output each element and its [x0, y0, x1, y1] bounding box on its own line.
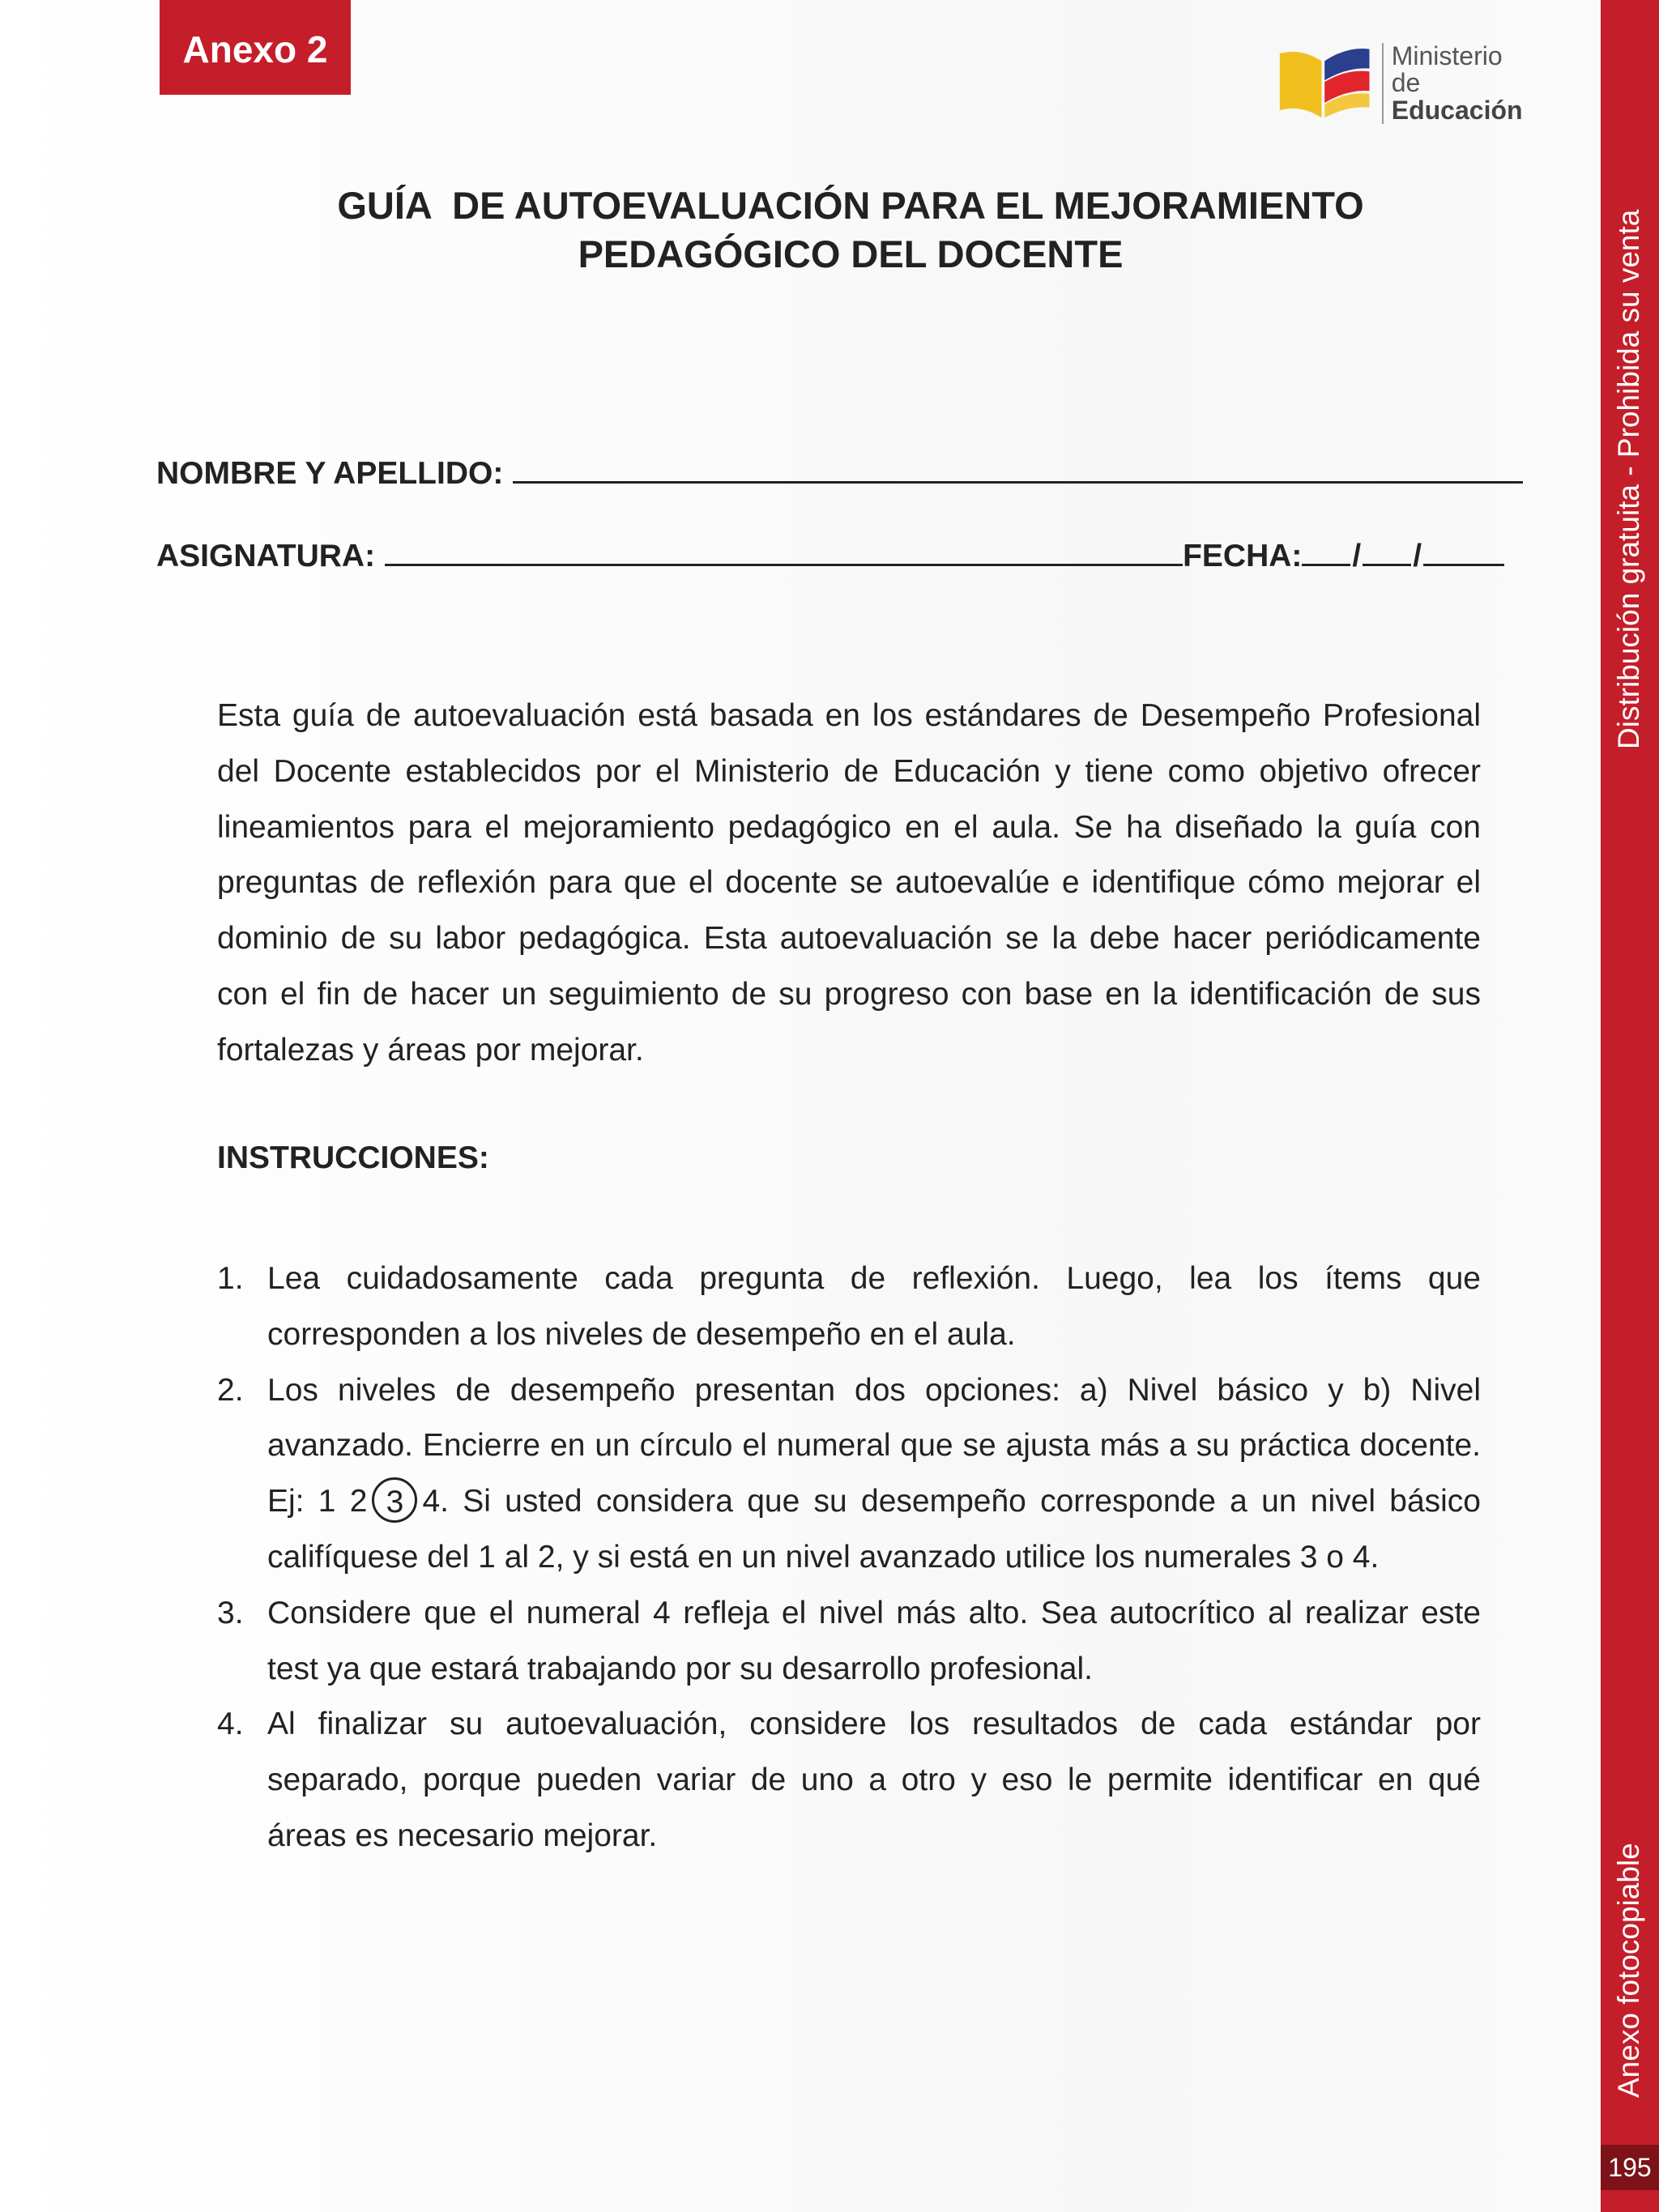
logo-de: de	[1391, 68, 1421, 98]
date-month-blank[interactable]	[1363, 535, 1411, 566]
logo-de-educacion	[1392, 70, 1546, 124]
instruction-text-before: Los niveles de desempeño presentan dos opciones: a) Nivel básico y b) Nivel avanzado. Encierre en un círculo el numeral que se ajusta más a su práctica docente. Ej: 1 2	[267, 1372, 1481, 1519]
page-title	[243, 181, 1458, 279]
instruction-number: 1.	[217, 1261, 244, 1296]
instruction-number: 4.	[217, 1707, 244, 1742]
name-label: NOMBRE Y APELLIDO:	[156, 456, 504, 491]
instruction-text-after: 4. Si usted considera que su desempeño corresponde a un nivel básico califíquese del 1 al 2, y si está en un nivel avanzado utilice los numerales 3 o 4.	[267, 1484, 1481, 1575]
instruction-number: 2.	[217, 1372, 244, 1408]
page-number: 195	[1601, 2145, 1659, 2190]
name-blank-line[interactable]	[513, 452, 1523, 484]
subject-field-row	[156, 535, 1529, 574]
instruction-item	[217, 1697, 1481, 1864]
logo-divider	[1382, 43, 1384, 124]
logo-text	[1391, 40, 1546, 125]
instructions-list	[217, 1251, 1481, 1865]
intro-paragraph: Esta guía de autoevaluación está basada en los estándares de Desempeño Profesional del Docente establecidos por el Ministerio de Educación y tiene como objetivo ofrecer lineamientos para el mejoramiento pedagógico en el aula. Se ha diseñado la guía con preguntas de reflexión para que el docente se autoevalúe e identifique cómo mejorar el dominio de su labor pedagógica. Esta autoevaluación se la debe hacer periódicamente con el fin de hacer un seguimiento de su progreso con base en la identificación de sus fortalezas y áreas por mejorar.	[217, 698, 1481, 1068]
title-line-2: PEDAGÓGICO DEL DOCENTE	[578, 232, 1124, 275]
logo-ministerio: Ministerio	[1391, 40, 1503, 70]
date-separator: /	[1413, 539, 1422, 573]
subject-blank-line[interactable]	[385, 535, 1183, 566]
date-label: FECHA:	[1183, 539, 1303, 573]
instruction-item	[217, 1363, 1481, 1586]
annex-label: Anexo 2	[182, 28, 328, 70]
name-field-row	[156, 452, 1523, 492]
date-year-blank[interactable]	[1423, 535, 1504, 566]
instruction-text: Al finalizar su autoevaluación, considere los resultados de cada estándar por separado, porque pueden variar de uno a otro y eso le permite identificar en qué áreas es necesario mejorar.	[267, 1707, 1481, 1853]
instruction-item	[217, 1586, 1481, 1698]
logo-educacion: Educación	[1391, 95, 1523, 125]
circled-example-number: 3	[372, 1477, 417, 1523]
date-separator: /	[1352, 539, 1362, 573]
open-book-flag-icon	[1278, 43, 1375, 124]
side-annex-notice: Anexo fotocopiable	[1612, 1843, 1645, 2098]
instruction-number: 3.	[217, 1595, 244, 1630]
instruction-item	[217, 1251, 1481, 1363]
annex-tab	[160, 0, 351, 95]
side-distribution-notice: Distribución gratuita - Prohibida su venta	[1612, 209, 1645, 749]
ministry-logo	[1278, 39, 1546, 128]
instructions-heading: INSTRUCCIONES:	[217, 1140, 489, 1175]
instruction-text: Considere que el numeral 4 refleja el nivel más alto. Sea autocrítico al realizar este test ya que estará trabajando por su desarrollo profesional.	[267, 1595, 1481, 1686]
subject-label: ASIGNATURA:	[156, 539, 376, 573]
date-day-blank[interactable]	[1302, 535, 1350, 566]
instruction-text: Lea cuidadosamente cada pregunta de reflexión. Luego, lea los ítems que corresponden a los niveles de desempeño en el aula.	[267, 1261, 1481, 1352]
title-line-1: GUÍA DE AUTOEVALUACIÓN PARA EL MEJORAMIENTO	[337, 184, 1364, 227]
